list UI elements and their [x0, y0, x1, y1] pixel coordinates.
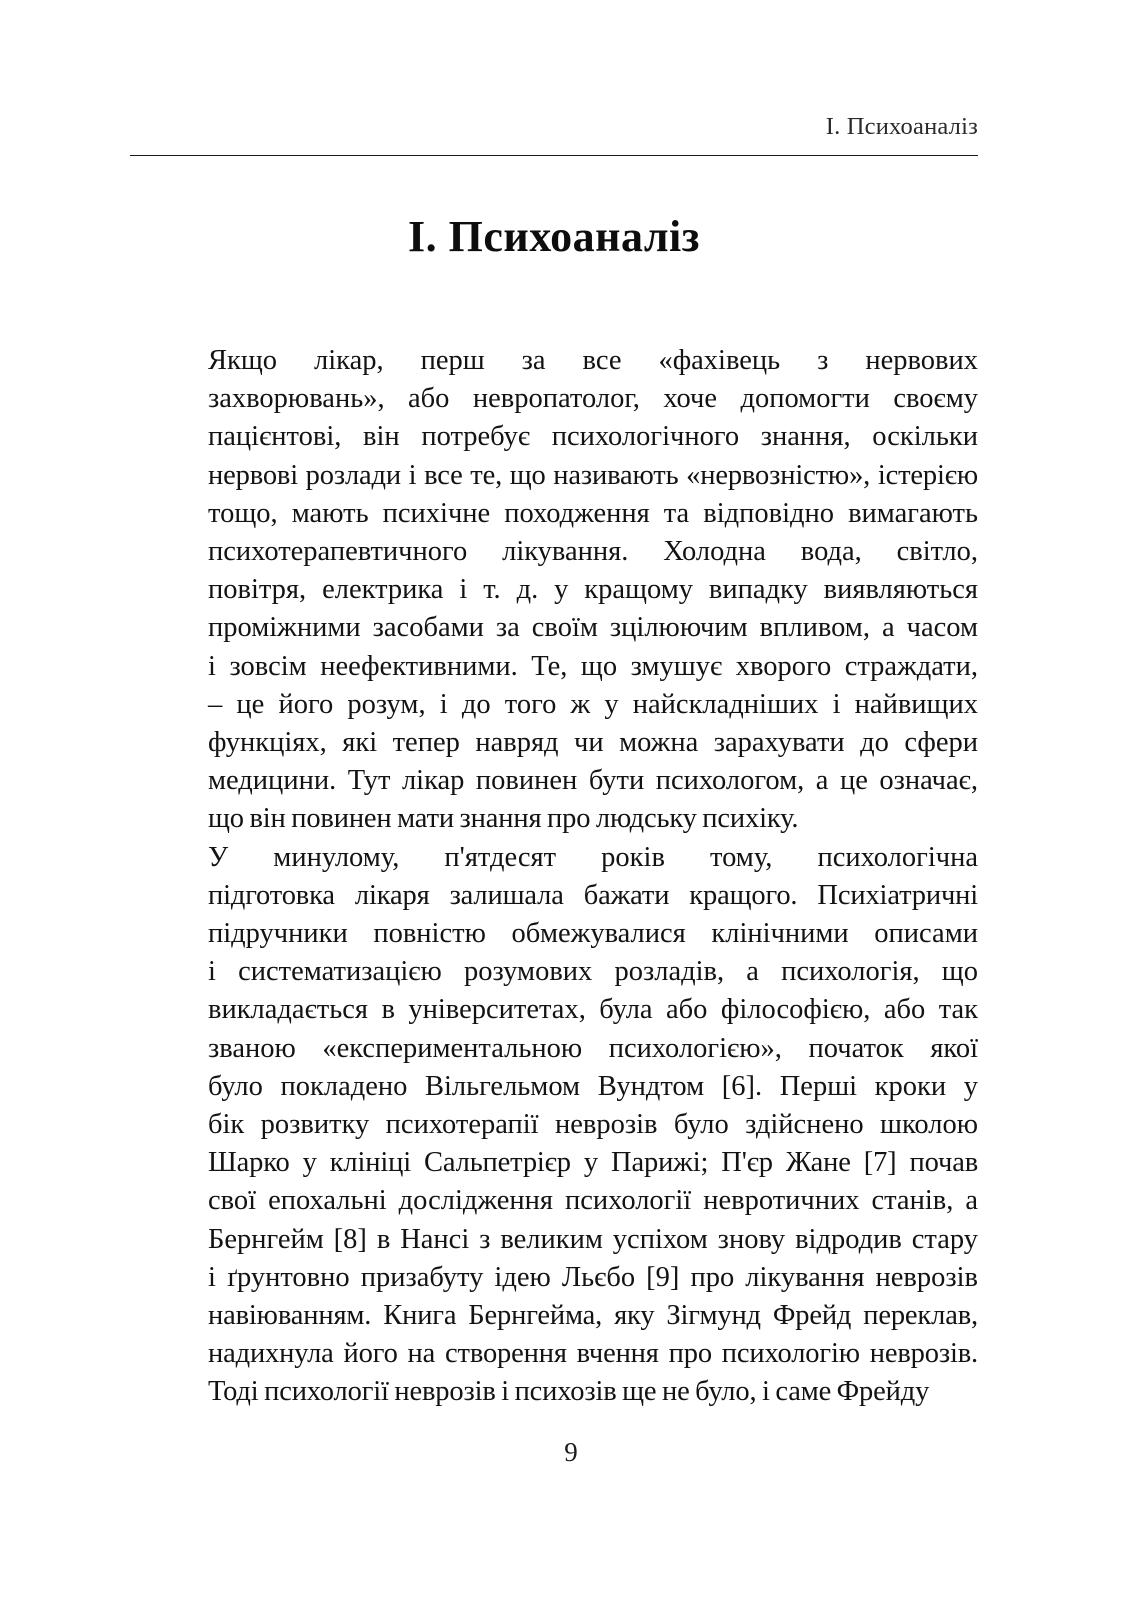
text-line: психотерапевтичного лікування. Холодна вода, світло,: [208, 536, 978, 568]
text-line: навіюванням. Книга Бернгейма, яку Зігмунд Фрейд переклав,: [208, 1300, 978, 1332]
text-line: Тоді психології неврозів і психозів ще не було, і саме Фрейду: [208, 1376, 930, 1408]
text-line: і зовсім неефективними. Те, що змушує хворого страждати,: [208, 650, 978, 682]
text-line: У минулому, п'ятдесят років тому, психологічна: [208, 841, 978, 873]
paragraph-1: [130, 342, 978, 839]
text-line: підготовка лікаря залишала бажати кращого. Психіатричні: [208, 879, 978, 911]
text-line: функціях, які тепер навряд чи можна зарахувати до сфери: [208, 727, 978, 759]
text-line: – це його розум, і до того ж у найскладніших і найвищих: [208, 688, 978, 720]
paragraph-2: [130, 839, 978, 1412]
text-line: тощо, мають психічне походження та відповідно вимагають: [208, 497, 978, 529]
text-line: і ґрунтовно призабуту ідею Льєбо [9] про лікування неврозів: [208, 1261, 978, 1293]
text-line: підручники повністю обмежувалися клінічними описами: [208, 918, 978, 950]
text-line: свої епохальні дослідження психології невротичних станів, а: [208, 1185, 978, 1217]
text-line: захворювань», або невропатолог, хоче допомогти своєму: [208, 383, 978, 415]
body-text: [130, 342, 978, 1412]
text-line: бік розвитку психотерапії неврозів було здійснено школою: [208, 1109, 978, 1141]
page-number: 9: [564, 1437, 578, 1467]
text-line: повітря, електрика і т. д. у кращому випадку виявляються: [208, 574, 978, 606]
text-line: проміжними засобами за своїм зцілюючим впливом, а часом: [208, 612, 978, 644]
page-title: І. Психоаналіз: [408, 212, 700, 262]
text-line: пацієнтові, він потребує психологічного знання, оскільки: [208, 421, 978, 453]
running-header: І. Психоаналіз: [825, 113, 978, 140]
text-line: Бернгейм [8] в Нансі з великим успіхом знову відродив стару: [208, 1223, 978, 1255]
text-line: що він повинен мати знання про людську психіку.: [208, 803, 799, 835]
text-line: званою «експериментальною психологією», початок якої: [208, 1032, 978, 1064]
text-line: нервові розлади і все те, що називають «нервозністю», істерією: [208, 459, 978, 491]
text-line: і систематизацією розумових розладів, а психологія, що: [208, 956, 978, 988]
header-rule: [130, 155, 978, 156]
text-line: Якщо лікар, перш за все «фахівець з нервових: [208, 345, 978, 376]
text-line: медицини. Тут лікар повинен бути психологом, а це означає,: [208, 765, 978, 797]
text-line: викладається в університетах, була або філософією, або так: [208, 994, 978, 1026]
text-line: було покладено Вільгельмом Вундтом [6]. Перші кроки у: [208, 1070, 978, 1102]
text-line: надихнула його на створення вчення про психологію неврозів.: [208, 1338, 978, 1370]
text-line: Шарко у клініці Сальпетрієр у Парижі; П'єр Жане [7] почав: [208, 1147, 978, 1179]
